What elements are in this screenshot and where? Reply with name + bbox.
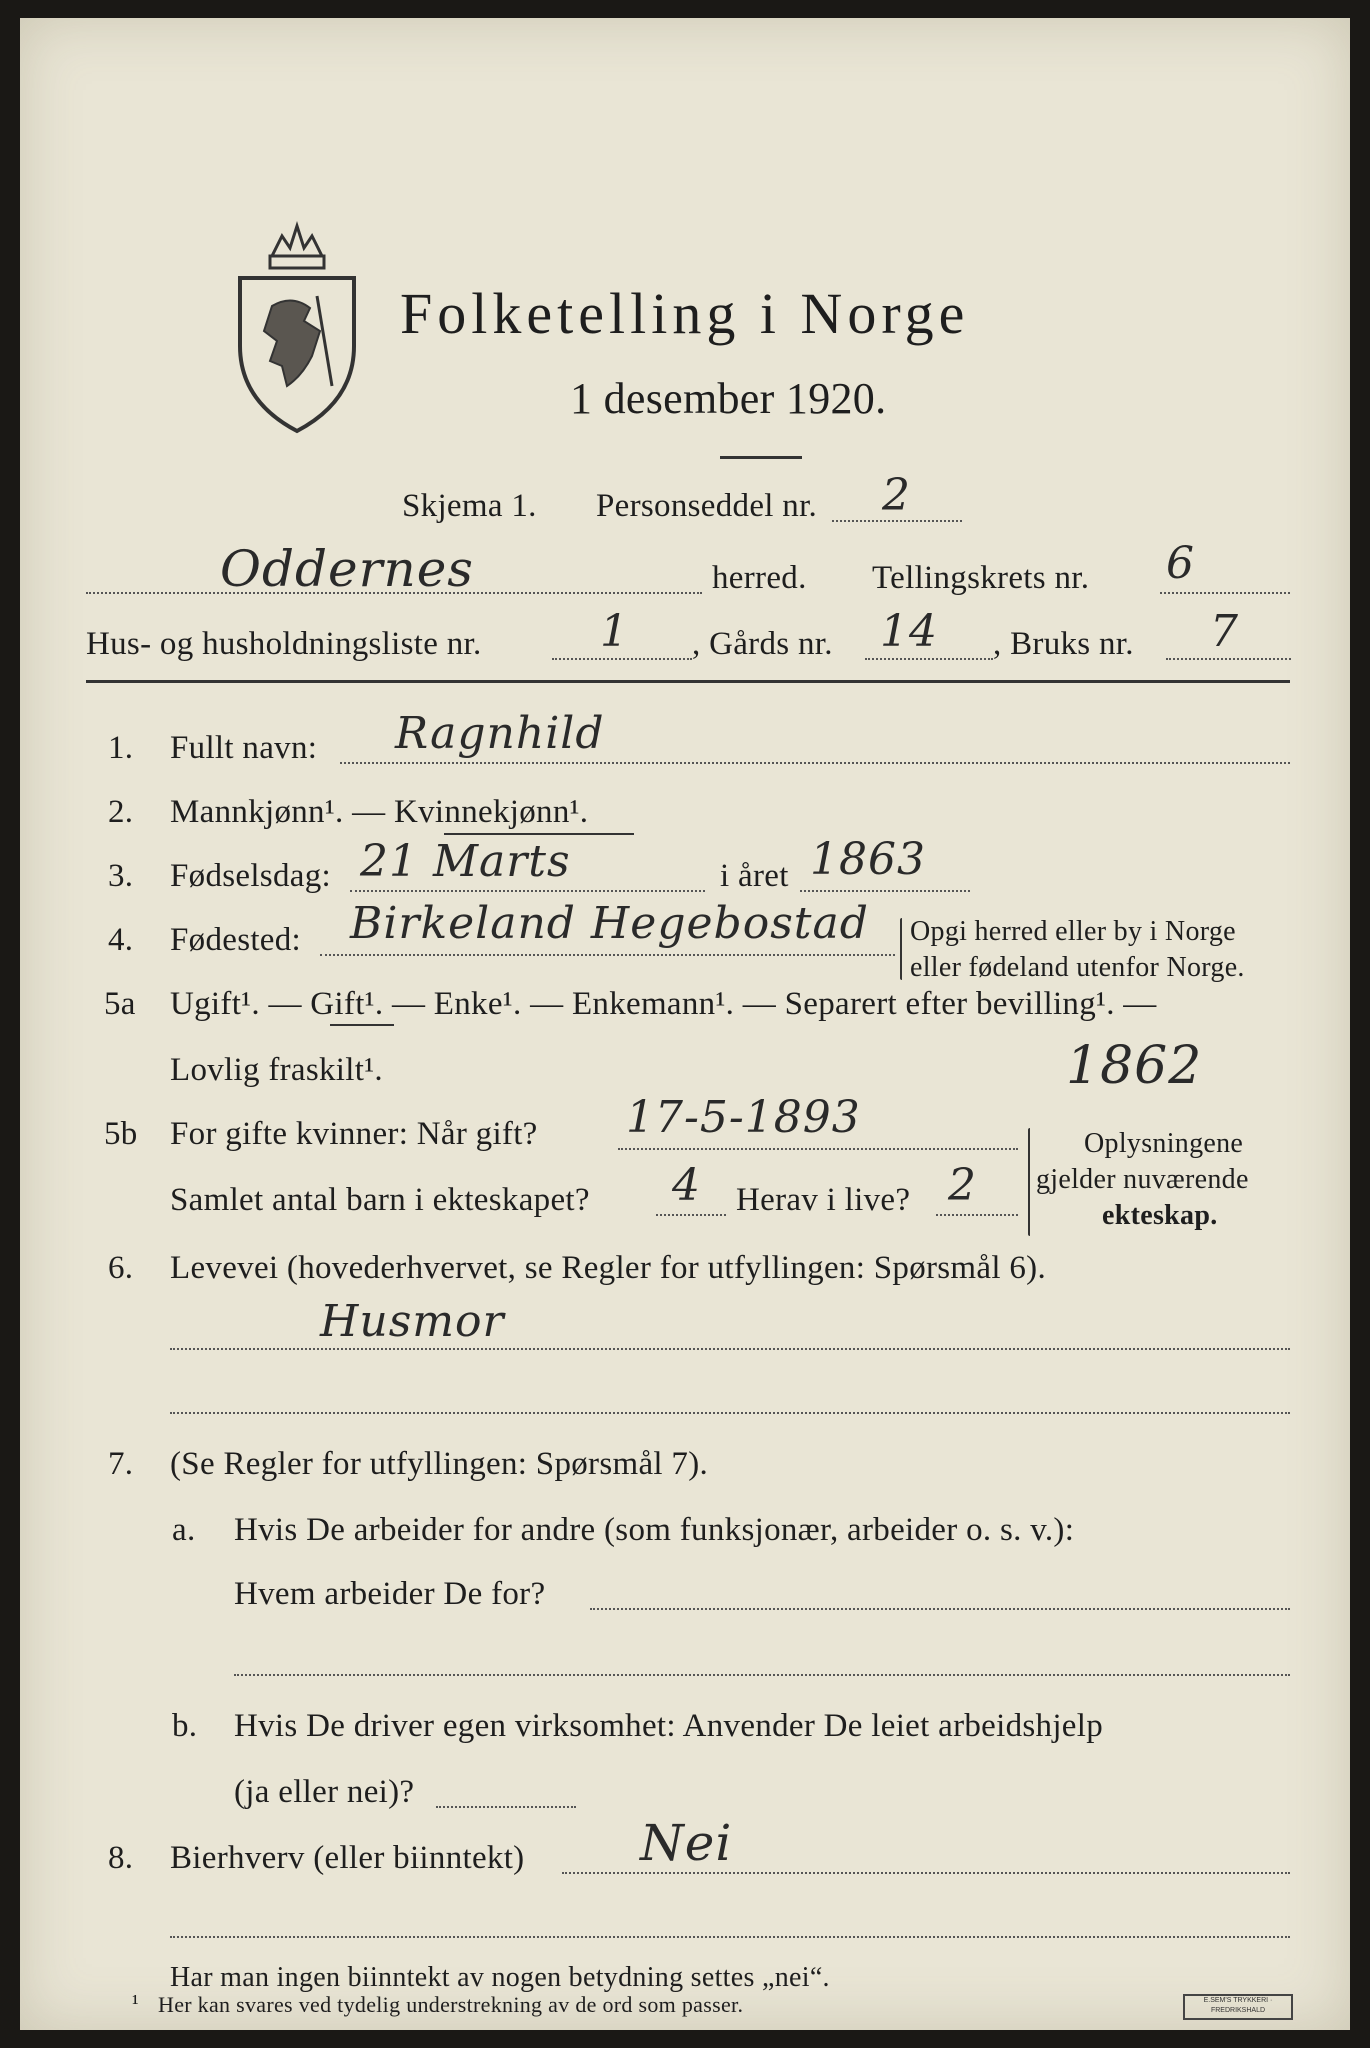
birthplace-value[interactable]: Birkeland Hegebostad (350, 898, 869, 949)
q5a-number: 5a (104, 986, 136, 1022)
q5b-label: For gifte kvinner: Når gift? (170, 1116, 538, 1152)
q5b-note-line3: ekteskap. (1102, 1200, 1218, 1231)
q7a-letter: a. (172, 1512, 196, 1548)
q6-line1 (170, 1348, 1290, 1350)
q1-line (340, 762, 1290, 764)
q5b-note-line2 (1036, 1164, 1249, 1196)
q7-number: 7. (108, 1446, 134, 1482)
q7a-line2: Hvem arbeider De for? (234, 1576, 546, 1612)
gift-underline (330, 1024, 394, 1026)
q5b-children-label: Samlet antal barn i ekteskapet? (170, 1182, 590, 1218)
q1-number: 1. (108, 730, 134, 766)
q5b-note-text: gjelder nuværende (1036, 1164, 1249, 1195)
herred-value[interactable]: Oddernes (220, 540, 474, 598)
hus-value[interactable]: 1 (600, 606, 629, 657)
q6-label: Levevei (hovederhvervet, se Regler for utfyllingen: Spørsmål 6). (170, 1250, 1047, 1286)
q8-line2 (170, 1936, 1290, 1938)
q3-year-line (800, 890, 970, 892)
occupation-value[interactable]: Husmor (320, 1296, 505, 1347)
side-income-value[interactable]: Nei (640, 1814, 733, 1872)
q4-brace (900, 918, 902, 980)
children-count-value[interactable]: 4 (672, 1160, 701, 1211)
q2-label: Mannkjønn¹. — Kvinnekjønn¹. (170, 794, 589, 830)
q4-line (320, 954, 895, 956)
gards-label: , Gårds nr. (692, 626, 833, 662)
hus-label: Hus- og husholdningsliste nr. (86, 626, 482, 662)
q4-note-line1: Opgi herred eller by i Norge (910, 916, 1236, 947)
q8-number: 8. (108, 1840, 134, 1876)
tellingskrets-label: Tellingskrets nr. (872, 560, 1090, 596)
q7-label: (Se Regler for utfyllingen: Spørsmål 7). (170, 1446, 709, 1482)
q4-number: 4. (108, 922, 134, 958)
printer-stamp: E.SEM'S TRYKKERI · FREDRIKSHALD (1183, 1994, 1293, 2020)
full-name-value[interactable]: Ragnhild (395, 708, 605, 759)
marriage-date-value[interactable]: 17-5-1893 (626, 1092, 861, 1143)
q8-note: Har man ingen biinntekt av nogen betydning settes „nei“. (170, 1962, 830, 1993)
q5b-note-line1: Oplysningene (1084, 1128, 1244, 1159)
tellingskrets-value[interactable]: 6 (1166, 538, 1195, 589)
q3-number: 3. (108, 858, 134, 894)
title-divider (720, 456, 802, 459)
census-form (20, 18, 1350, 2030)
tellingskrets-line (1160, 592, 1290, 594)
personseddel-label: Personseddel nr. (596, 488, 818, 524)
bruks-value[interactable]: 7 (1210, 606, 1239, 657)
gards-value[interactable]: 14 (880, 606, 938, 657)
birthday-value[interactable]: 21 Marts (360, 836, 571, 887)
footnote-mark: ¹ (132, 1990, 139, 2015)
footnote-text: Her kan svares ved tydelig understrekning av de ord som passer. (158, 1992, 744, 2017)
q8-label: Bierhverv (eller biinntekt) (170, 1840, 525, 1876)
q7b-line2: (ja eller nei)? (234, 1774, 415, 1810)
coat-of-arms-icon (232, 216, 362, 436)
birth-year-value[interactable]: 1863 (810, 834, 926, 885)
q5b-alive-line (936, 1214, 1018, 1216)
q3-line (350, 890, 705, 892)
q2-number: 2. (108, 794, 134, 830)
header-divider (86, 680, 1290, 683)
margin-note-value[interactable]: 1862 (1066, 1036, 1203, 1096)
q6-number: 6. (108, 1250, 134, 1286)
q5a-line2: Lovlig fraskilt¹. (170, 1052, 383, 1088)
q7b-line (436, 1806, 576, 1808)
q5b-brace (1028, 1128, 1030, 1236)
q5b-number: 5b (104, 1116, 138, 1152)
herred-label: herred. (712, 560, 807, 596)
q7a-line1: Hvis De arbeider for andre (som funksjonær, arbeider o. s. v.): (234, 1512, 1075, 1548)
q8-line (562, 1872, 1290, 1874)
q3-year-label: i året (720, 858, 789, 894)
census-date: 1 desember 1920. (570, 374, 887, 423)
q3-label: Fødselsdag: (170, 858, 331, 894)
q1-label: Fullt navn: (170, 730, 318, 766)
gards-line (865, 658, 993, 660)
personseddel-value[interactable]: 2 (882, 470, 911, 521)
q7b-line1: Hvis De driver egen virksomhet: Anvender De leiet arbeidshjelp (234, 1708, 1104, 1744)
hus-line (552, 658, 692, 660)
schema-label: Skjema 1. (402, 488, 537, 524)
q7b-letter: b. (172, 1708, 198, 1744)
bruks-line (1166, 658, 1291, 660)
bruks-label: , Bruks nr. (993, 626, 1134, 662)
q5b-line (618, 1148, 1018, 1150)
q5a-line1: Ugift¹. — Gift¹. — Enke¹. — Enkemann¹. — Separert efter bevilling¹. — (170, 986, 1157, 1022)
children-alive-value[interactable]: 2 (948, 1160, 977, 1211)
q5b-alive-label: Herav i live? (736, 1182, 911, 1218)
q4-note-line2: eller fødeland utenfor Norge. (910, 952, 1245, 983)
q7a-line-extra (234, 1674, 1290, 1676)
form-title: Folketelling i Norge (400, 281, 970, 346)
q5b-children-line (656, 1214, 726, 1216)
q7a-line (590, 1608, 1290, 1610)
q6-line2 (170, 1412, 1290, 1414)
kvinnekjonn-underline (444, 833, 634, 835)
q4-label: Fødested: (170, 922, 302, 958)
